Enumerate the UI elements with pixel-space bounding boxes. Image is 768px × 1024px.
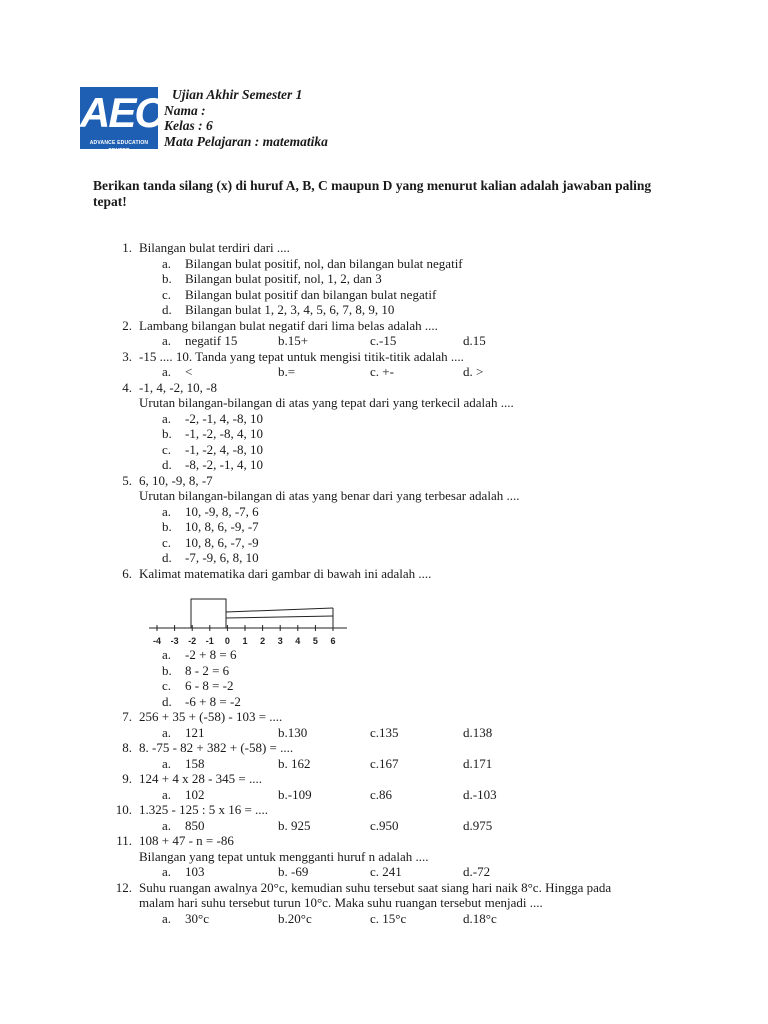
question-number: 2. bbox=[122, 317, 132, 333]
option-letter: a. bbox=[162, 333, 172, 348]
jump-arrow-positive-top bbox=[226, 608, 333, 612]
number-line-label: 4 bbox=[295, 636, 301, 646]
option-letter: a. bbox=[162, 786, 172, 802]
option-letter: a. bbox=[162, 647, 172, 662]
option-letter: c. bbox=[162, 286, 172, 302]
option-text: c. 241 bbox=[370, 864, 402, 879]
option-text: 10, -9, 8, -7, 6 bbox=[185, 503, 259, 519]
option-text: b.-109 bbox=[278, 786, 312, 802]
question-text: 124 + 4 x 28 - 345 = .... bbox=[139, 771, 262, 786]
number-line-label: -4 bbox=[152, 636, 162, 646]
option-text: -7, -9, 6, 8, 10 bbox=[185, 550, 259, 565]
option-letter: d. bbox=[162, 457, 172, 472]
question-number: 1. bbox=[122, 240, 132, 255]
number-line-jumps bbox=[191, 599, 333, 628]
option-text: b.130 bbox=[278, 724, 308, 740]
logo-subtitle: ADVANCE EDUCATION CENTER bbox=[89, 140, 149, 154]
aec-logo bbox=[80, 87, 163, 154]
option-letter: c. bbox=[162, 441, 172, 457]
option-letter: b. bbox=[162, 271, 172, 286]
option-text: 158 bbox=[185, 755, 205, 771]
option-text: d.138 bbox=[463, 724, 493, 740]
option-text: d.171 bbox=[463, 755, 493, 771]
option-text: d.18°c bbox=[463, 910, 497, 926]
number-line-label: -1 bbox=[205, 636, 214, 646]
number-line-label: 5 bbox=[312, 636, 318, 646]
number-line-label: 6 bbox=[330, 636, 336, 646]
question-text: 6, 10, -9, 8, -7 bbox=[139, 472, 213, 488]
number-line-label: 2 bbox=[260, 636, 266, 646]
question-text: Urutan bilangan-bilangan di atas yang tepat dari yang terkecil adalah .... bbox=[139, 395, 514, 410]
option-text: 102 bbox=[185, 786, 205, 802]
question-number: 6. bbox=[122, 565, 132, 581]
option-text: c.950 bbox=[370, 817, 399, 833]
option-text: -2, -1, 4, -8, 10 bbox=[185, 410, 263, 426]
exam-title: Ujian Akhir Semester 1 bbox=[172, 87, 303, 102]
option-text: 850 bbox=[185, 817, 205, 833]
question-text: Urutan bilangan-bilangan di atas yang benar dari yang terbesar adalah .... bbox=[139, 488, 520, 503]
question-text: Bilangan bulat terdiri dari .... bbox=[139, 240, 290, 255]
option-letter: a. bbox=[162, 410, 172, 426]
option-text: -6 + 8 = -2 bbox=[185, 693, 241, 709]
option-letter: d. bbox=[162, 302, 172, 317]
option-text: c. 15°c bbox=[370, 910, 407, 926]
question-number: 5. bbox=[122, 472, 132, 488]
question-number: 3. bbox=[122, 348, 132, 364]
option-letter: a. bbox=[162, 255, 172, 271]
question-number: 11. bbox=[116, 833, 132, 848]
option-text: d.-72 bbox=[463, 864, 491, 879]
question-text: 1.325 - 125 : 5 x 16 = .... bbox=[139, 802, 269, 817]
option-text: c.-15 bbox=[370, 333, 397, 348]
number-line-figure bbox=[145, 594, 355, 650]
option-text: Bilangan bulat 1, 2, 3, 4, 5, 6, 7, 8, 9, 10 bbox=[185, 302, 395, 317]
option-text: d.975 bbox=[463, 817, 493, 833]
option-letter: a. bbox=[162, 364, 172, 379]
option-letter: a. bbox=[162, 503, 172, 519]
option-text: -2 + 8 = 6 bbox=[185, 647, 237, 662]
question-text: Suhu ruangan awalnya 20°c, kemudian suhu tersebut saat siang hari naik 8°c. Hingga pada bbox=[139, 879, 612, 895]
question-number: 4. bbox=[122, 379, 132, 395]
option-text: 121 bbox=[185, 724, 205, 740]
exam-header bbox=[164, 87, 328, 149]
option-text: b.20°c bbox=[278, 910, 312, 926]
question-number: 9. bbox=[122, 771, 132, 786]
number-line-label: 1 bbox=[242, 636, 248, 646]
option-text: 8 - 2 = 6 bbox=[185, 662, 230, 678]
option-letter: a. bbox=[162, 724, 172, 740]
option-letter: a. bbox=[162, 910, 172, 926]
option-text: < bbox=[185, 364, 193, 379]
option-text: c.167 bbox=[370, 755, 399, 771]
option-letter: a. bbox=[162, 817, 172, 833]
option-letter: d. bbox=[162, 693, 172, 709]
option-text: c.135 bbox=[370, 724, 399, 740]
question-text: 8. -75 - 82 + 382 + (-58) = .... bbox=[139, 740, 294, 755]
question-number: 10. bbox=[115, 802, 132, 817]
option-letter: c. bbox=[162, 678, 172, 693]
option-text: 10, 8, 6, -9, -7 bbox=[185, 519, 259, 534]
option-text: c. +- bbox=[370, 364, 394, 379]
option-letter: b. bbox=[162, 662, 172, 678]
instruction: Berikan tanda silang (x) di huruf A, B, C maupun D yang menurut kalian adalah jawaban paling tepat! bbox=[93, 178, 652, 209]
question-number: 7. bbox=[122, 709, 132, 724]
student-name-field: Nama : bbox=[164, 102, 206, 118]
question-text: -1, 4, -2, 10, -8 bbox=[139, 379, 217, 395]
option-letter: b. bbox=[162, 519, 172, 534]
option-text: Bilangan bulat positif dan bilangan bulat negatif bbox=[185, 286, 437, 302]
question-number: 12. bbox=[115, 879, 132, 895]
option-text: 6 - 8 = -2 bbox=[185, 678, 234, 693]
option-text: d.-103 bbox=[463, 786, 497, 802]
option-text: -1, -2, -8, 4, 10 bbox=[185, 426, 263, 441]
question-text: 256 + 35 + (-58) - 103 = .... bbox=[139, 709, 283, 724]
option-letter: a. bbox=[162, 755, 172, 771]
jump-arrow-positive-bottom bbox=[226, 616, 333, 618]
option-letter: a. bbox=[162, 864, 172, 879]
jump-arrow-negative bbox=[191, 599, 226, 628]
option-text: Bilangan bulat positif, nol, 1, 2, dan 3 bbox=[185, 271, 382, 286]
question-number: 8. bbox=[122, 740, 132, 755]
option-text: -8, -2, -1, 4, 10 bbox=[185, 457, 263, 472]
number-line-label: 3 bbox=[277, 636, 283, 646]
option-text: 103 bbox=[185, 864, 205, 879]
option-text: d.15 bbox=[463, 333, 486, 348]
option-text: b.= bbox=[278, 364, 296, 379]
option-text: b. 925 bbox=[278, 817, 311, 833]
question-text: -15 .... 10. Tanda yang tepat untuk mengisi titik-titik adalah .... bbox=[139, 348, 464, 364]
option-text: b. 162 bbox=[278, 755, 311, 771]
class-field: Kelas : 6 bbox=[164, 118, 213, 133]
number-line-label: 0 bbox=[224, 636, 230, 646]
option-text: c.86 bbox=[370, 786, 393, 802]
question-text: 108 + 47 - n = -86 bbox=[139, 833, 234, 848]
question-text: Lambang bilangan bulat negatif dari lima belas adalah .... bbox=[139, 317, 438, 333]
option-letter: b. bbox=[162, 426, 172, 441]
question-text: Kalimat matematika dari gambar di bawah ini adalah .... bbox=[139, 565, 432, 581]
option-text: 10, 8, 6, -7, -9 bbox=[185, 534, 259, 550]
question-text: malam hari suhu tersebut turun 10°c. Maka suhu ruangan tersebut menjadi .... bbox=[139, 895, 543, 910]
option-text: b. -69 bbox=[278, 864, 309, 879]
option-text: b.15+ bbox=[278, 333, 309, 348]
option-text: -1, -2, 4, -8, 10 bbox=[185, 441, 263, 457]
subject-field: Mata Pelajaran : matematika bbox=[164, 133, 328, 149]
number-line-label: -3 bbox=[170, 636, 179, 646]
question-text: Bilangan yang tepat untuk mengganti huruf n adalah .... bbox=[139, 848, 429, 864]
number-line-label: -2 bbox=[188, 636, 197, 646]
option-text: d. > bbox=[463, 364, 484, 379]
option-text: negatif 15 bbox=[185, 333, 238, 348]
logo-letters: AEC bbox=[80, 89, 163, 136]
option-text: 30°c bbox=[185, 910, 209, 926]
option-text: Bilangan bulat positif, nol, dan bilangan bulat negatif bbox=[185, 255, 463, 271]
option-letter: c. bbox=[162, 534, 172, 550]
option-letter: d. bbox=[162, 550, 172, 565]
